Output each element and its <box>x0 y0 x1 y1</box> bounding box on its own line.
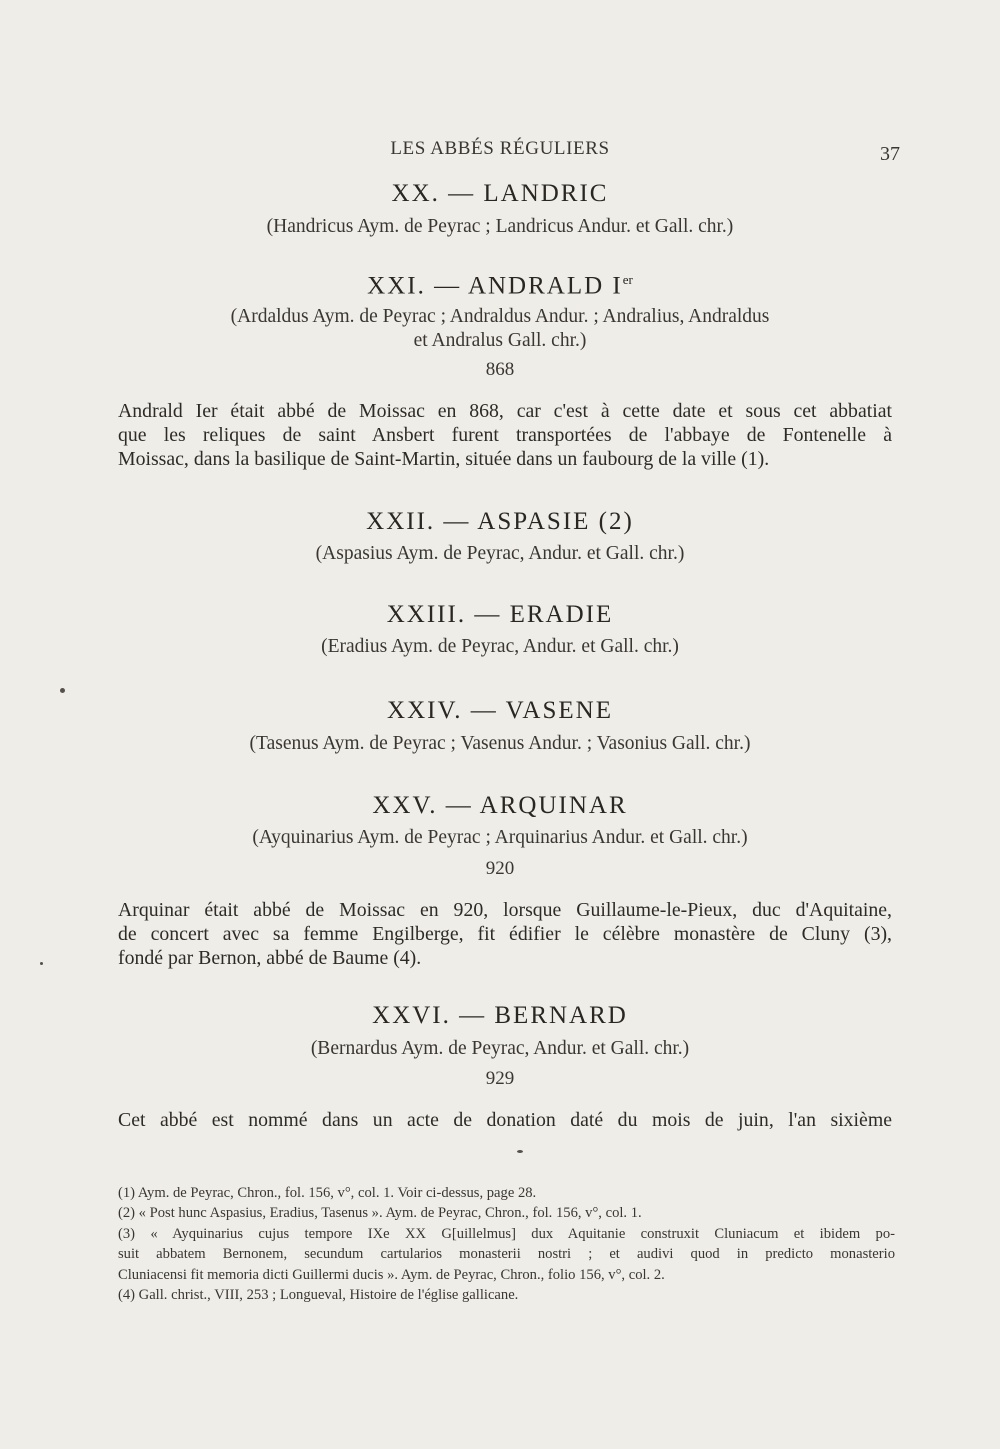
page-number: 37 <box>880 143 900 165</box>
paragraph-line: Arquinar était abbé de Moissac en 920, lorsque Guillaume-le-Pieux, duc d'Aquitaine, <box>118 899 892 921</box>
print-speck <box>60 688 65 693</box>
abbot-heading: XXIII. — ERADIE <box>386 601 614 628</box>
abbot-paragraph <box>118 1108 892 1132</box>
abbot-sources <box>0 732 1000 756</box>
paragraph-line: Cet abbé est nommé dans un acte de donation daté du mois de juin, l'an sixième <box>118 1109 892 1131</box>
footnote-line: Cluniacensi fit memoria dicti Guillermi ducis ». Aym. de Peyrac, Chron., folio 156, v°, col. 2. <box>118 1266 665 1283</box>
sources-line: (Bernardus Aym. de Peyrac, Andur. et Gall. chr.) <box>310 1038 690 1059</box>
abbot-year: 920 <box>485 858 515 879</box>
sources-line: (Aspasius Aym. de Peyrac, Andur. et Gall. chr.) <box>315 543 685 564</box>
footnote-line: (2) « Post hunc Aspasius, Eradius, Tasenus ». Aym. de Peyrac, Chron., fol. 156, v°, col. 1. <box>118 1205 642 1222</box>
abbot-heading-label: XXI. — ANDRALD I <box>367 272 623 300</box>
footnotes <box>118 1183 895 1305</box>
sources-line: (Tasenus Aym. de Peyrac ; Vasenus Andur. ; Vasonius Gall. chr.) <box>249 733 751 754</box>
sources-line: (Handricus Aym. de Peyrac ; Landricus Andur. et Gall. chr.) <box>266 216 734 237</box>
abbot-heading: XXII. — ASPASIE (2) <box>366 508 634 535</box>
paragraph-line: fondé par Bernon, abbé de Baume (4). <box>118 947 422 970</box>
paragraph-line: de concert avec sa femme Engilberge, fit édifier le célèbre monastère de Cluny (3), <box>118 923 892 946</box>
abbot-sources <box>0 542 1000 566</box>
sources-line: (Ardaldus Aym. de Peyrac ; Andraldus Andur. ; Andralius, Andraldus <box>230 306 770 327</box>
footnote-line: (4) Gall. christ., VIII, 253 ; Longueval, Histoire de l'église gallicane. <box>118 1287 519 1304</box>
running-title: LES ABBÉS RÉGULIERS <box>390 138 610 159</box>
abbot-year: 868 <box>485 359 515 380</box>
paragraph-line: Andrald Ier était abbé de Moissac en 868, car c'est à cette date et sous cet abbatiat <box>118 400 892 422</box>
abbot-heading: XXVI. — BERNARD <box>372 1002 628 1029</box>
sources-line: et Andralus Gall. chr.) <box>413 330 587 351</box>
sources-line: (Ayquinarius Aym. de Peyrac ; Arquinarius Andur. et Gall. chr.) <box>252 827 748 848</box>
footnote-line: (1) Aym. de Peyrac, Chron., fol. 156, v°, col. 1. Voir ci-dessus, page 28. <box>118 1185 537 1201</box>
paragraph-line: que les reliques de saint Ansbert furent transportées de l'abbaye de Fontenelle à <box>118 424 892 447</box>
sources-line: (Eradius Aym. de Peyrac, Andur. et Gall. chr.) <box>321 636 679 657</box>
abbot-heading-superscript: er <box>622 272 633 287</box>
abbot-year: 929 <box>485 1068 515 1089</box>
abbot-sources <box>0 635 1000 659</box>
abbot-heading: XXIV. — VASENE <box>387 697 613 724</box>
print-speck <box>517 1150 523 1153</box>
abbot-sources <box>0 826 1000 850</box>
print-speck <box>40 962 43 965</box>
footnote-line: suit abbatem Bernonem, secundum cartularios monasterii nostri ; et audivi quod in predicto monasterio <box>118 1246 895 1263</box>
abbot-paragraph <box>118 399 892 472</box>
abbot-paragraph <box>118 898 892 971</box>
abbot-heading: XXV. — ARQUINAR <box>372 792 628 819</box>
footnote-line: (3) « Ayquinarius cujus tempore IXe XX G[uillelmus] dux Aquitanie construxit Cluniacum et ibidem po- <box>118 1225 895 1242</box>
abbot-heading: XX. — LANDRIC <box>391 180 609 207</box>
abbot-sources <box>0 1037 1000 1061</box>
paragraph-line: Moissac, dans la basilique de Saint-Martin, située dans un faubourg de la ville (1). <box>118 448 770 471</box>
abbot-sources <box>0 305 1000 353</box>
abbot-heading <box>0 272 1000 300</box>
abbot-sources <box>0 215 1000 239</box>
